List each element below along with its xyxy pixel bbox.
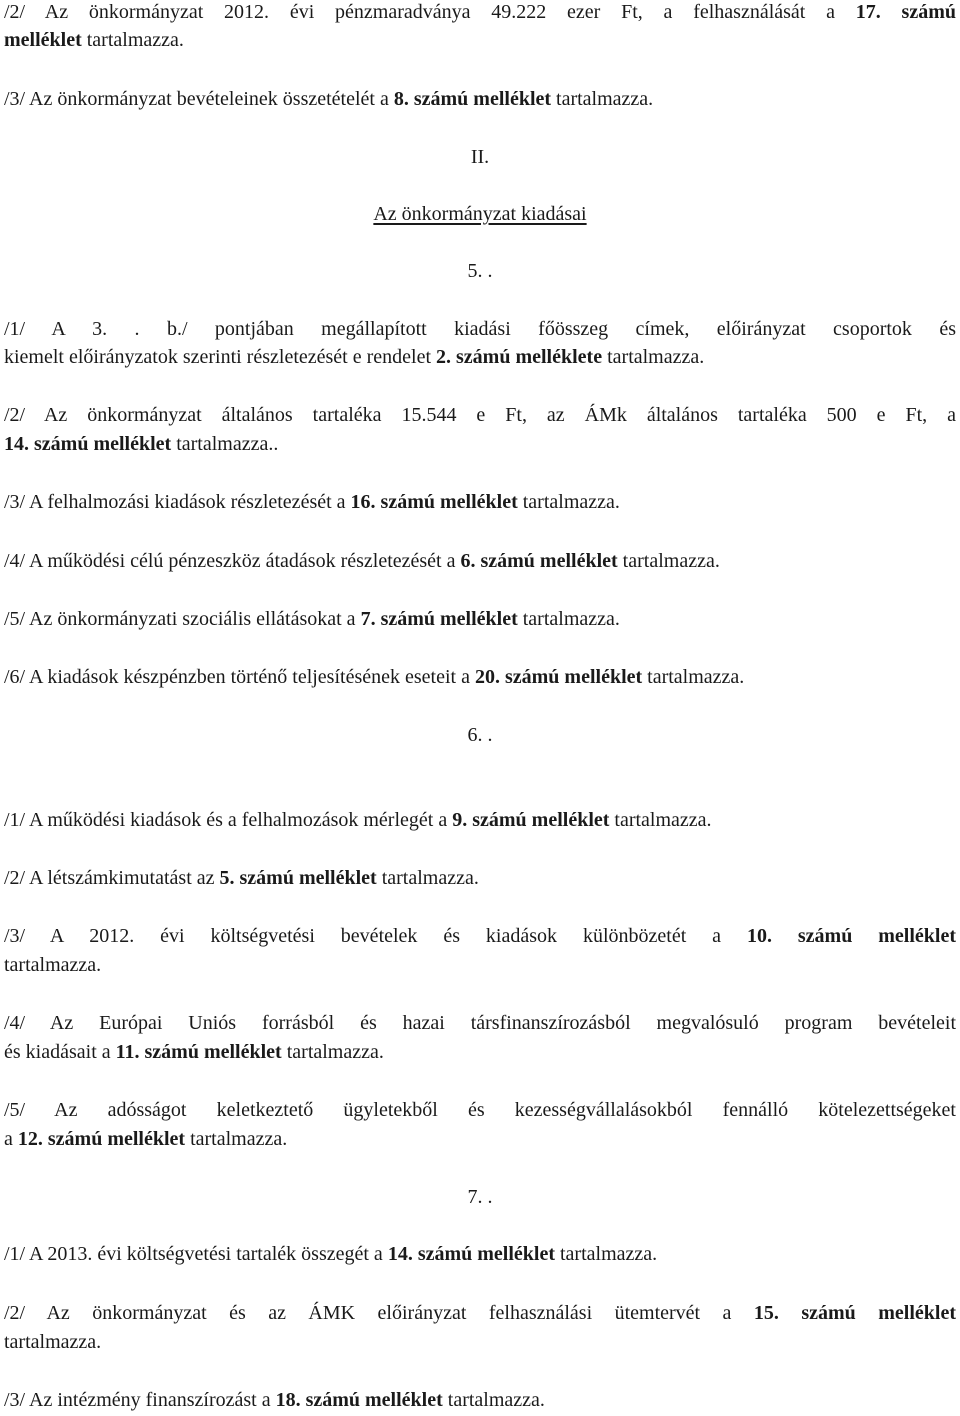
paragraph-line: és kiadásait a 11. számú melléklet tartalmazza. — [4, 1041, 384, 1063]
paragraph-line: /2/ Az önkormányzat 2012. évi pénzmaradványa 49.222 ezer Ft, a felhasználását a 17. számú — [4, 1, 956, 23]
paragraph-line: /4/ A működési célú pénzeszköz átadások részletezését a 6. számú melléklet tartalmazza. — [4, 550, 720, 572]
chapter-title: Az önkormányzat kiadásai — [373, 203, 587, 225]
paragraph-line: /6/ A kiadások készpénzben történő teljesítésének eseteit a 20. számú melléklet tartalmazza. — [4, 666, 745, 688]
paragraph-line: /5/ Az adósságot keletkeztető ügyletekből és kezességvállalásokból fennálló kötelezettségeket — [4, 1099, 956, 1121]
paragraph-line: a 12. számú melléklet tartalmazza. — [4, 1128, 288, 1150]
paragraph-line: /1/ A 2013. évi költségvetési tartalék összegét a 14. számú melléklet tartalmazza. — [4, 1243, 658, 1265]
paragraph-line: /3/ A felhalmozási kiadások részletezését a 16. számú melléklet tartalmazza. — [4, 491, 620, 513]
paragraph-line: /2/ A létszámkimutatást az 5. számú melléklet tartalmazza. — [4, 867, 479, 889]
paragraph-line: /1/ A 3. . b./ pontjában megállapított kiadási főösszeg címek, előirányzat csoportok és — [4, 318, 956, 340]
section-heading: 6. . — [467, 724, 493, 746]
paragraph-line: /3/ Az intézmény finanszírozást a 18. számú melléklet tartalmazza. — [4, 1389, 545, 1411]
paragraph-line: /3/ A 2012. évi költségvetési bevételek és kiadások különbözetét a 10. számú melléklet — [4, 925, 956, 947]
paragraph-line: /1/ A működési kiadások és a felhalmozások mérlegét a 9. számú melléklet tartalmazza. — [4, 809, 712, 831]
paragraph-line: kiemelt előirányzatok szerinti részletezését e rendelet 2. számú melléklete tartalmazza. — [4, 346, 705, 368]
paragraph-line: /4/ Az Európai Uniós forrásból és hazai társfinanszírozásból megvalósuló program bevételeit — [4, 1012, 956, 1034]
section-heading: 5. . — [467, 260, 493, 282]
paragraph-line: /2/ Az önkormányzat és az ÁMK előirányzat felhasználási ütemtervét a 15. számú melléklet — [4, 1302, 956, 1324]
paragraph-line: tartalmazza. — [4, 1331, 102, 1353]
paragraph-line: /2/ Az önkormányzat általános tartaléka 15.544 e Ft, az ÁMk általános tartaléka 500 e Ft, a — [4, 404, 956, 426]
paragraph-line: 14. számú melléklet tartalmazza.. — [4, 433, 279, 455]
chapter-heading: II. — [470, 146, 490, 168]
paragraph-line: tartalmazza. — [4, 954, 102, 976]
paragraph-line: /3/ Az önkormányzat bevételeinek összetételét a 8. számú melléklet tartalmazza. — [4, 88, 654, 110]
section-heading: 7. . — [467, 1186, 493, 1208]
paragraph-line: /5/ Az önkormányzati szociális ellátásokat a 7. számú melléklet tartalmazza. — [4, 608, 620, 630]
paragraph-line: melléklet tartalmazza. — [4, 29, 184, 51]
